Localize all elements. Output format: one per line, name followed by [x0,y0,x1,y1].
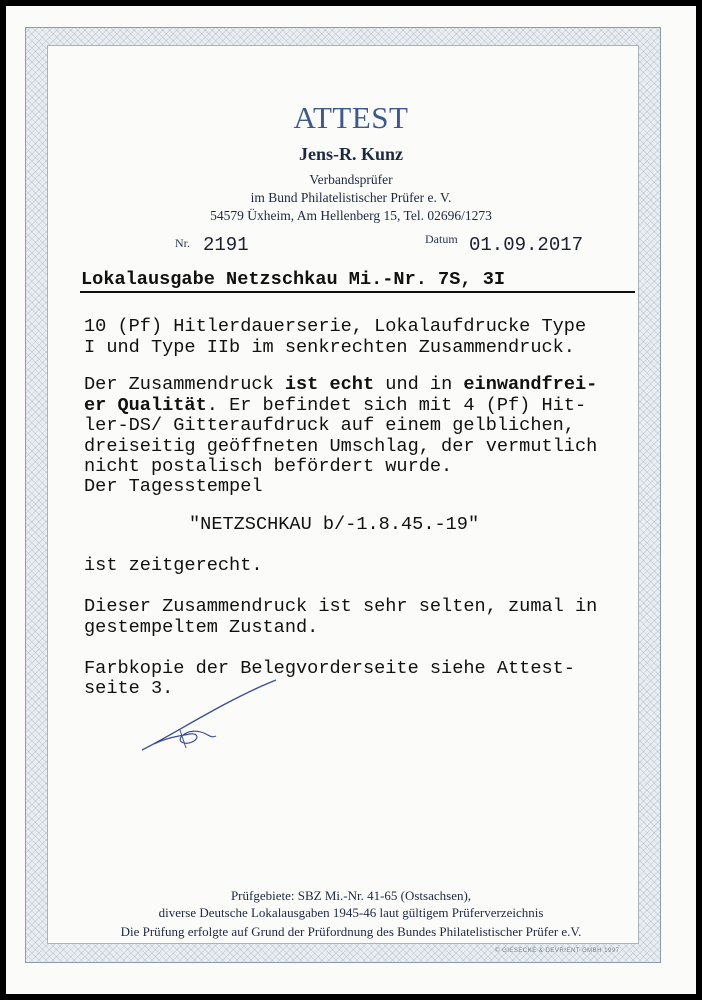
paragraph-2-line-4: dreiseitig geöffneten Umschlag, der vermutlich [84,436,598,457]
nr-label: Nr. [175,236,190,250]
paragraph-5-line-2: seite 3. [84,678,174,699]
paragraph-3: ist zeitgerecht. [84,555,263,576]
paragraph-1-line-2: I und Type IIb im senkrechten Zusammendruck. [84,337,575,358]
signature [136,678,286,758]
subject-underline [80,291,635,293]
footer-exam-areas: Prüfgebiete: SBZ Mi.-Nr. 41-65 (Ostsachsen), [230,888,472,903]
paragraph-2-line-1: Der Zusammendruck ist echt und in einwandfrei- [84,374,598,395]
footer-local-issues: diverse Deutsche Lokalausgaben 1945-46 laut gültigem Prüferverzeichnis [158,905,544,920]
paragraph-2-line-5: nicht postalisch befördert wurde. [84,456,453,477]
examiner-association: im Bund Philatelistischer Prüfer e. V. [250,190,452,205]
datum-label: Datum [425,232,458,246]
subject-line: Lokalausgabe Netzschkau Mi.-Nr. 7S, 3I [81,269,506,290]
postmark-text: "NETZSCHKAU b/-1.8.45.-19" [189,514,480,535]
certificate-title: ATTEST [293,100,409,135]
paragraph-5-line-1: Farbkopie der Belegvorderseite siehe Attest- [84,658,575,679]
nr-value: 2191 [203,234,249,256]
printer-imprint: © GIESECKE & DEVRIENT GMBH 1997 [495,948,620,954]
paragraph-4-line-1: Dieser Zusammendruck ist sehr selten, zumal in [84,596,598,617]
footer-regulation: Die Prüfung erfolgte auf Grund der Prüfordnung des Bundes Philatelistischer Prüfer e.V. [120,924,582,939]
datum-value: 01.09.2017 [469,234,584,256]
paragraph-1-line-1: 10 (Pf) Hitlerdauerserie, Lokalaufdrucke Type [84,316,587,337]
examiner-name: Jens-R. Kunz [298,144,403,164]
paragraph-2-line-3: ler-DS/ Gitteraufdruck auf einem gelblichen, [84,415,575,436]
examiner-address: 54579 Üxheim, Am Hellenberg 15, Tel. 02696/1273 [210,208,492,223]
paragraph-2-line-6: Der Tagesstempel [84,476,263,497]
paragraph-4-line-2: gestempeltem Zustand. [84,617,319,638]
examiner-role: Verbandsprüfer [309,172,393,187]
paragraph-2-line-2: er Qualität. Er befindet sich mit 4 (Pf) Hit- [84,395,587,416]
